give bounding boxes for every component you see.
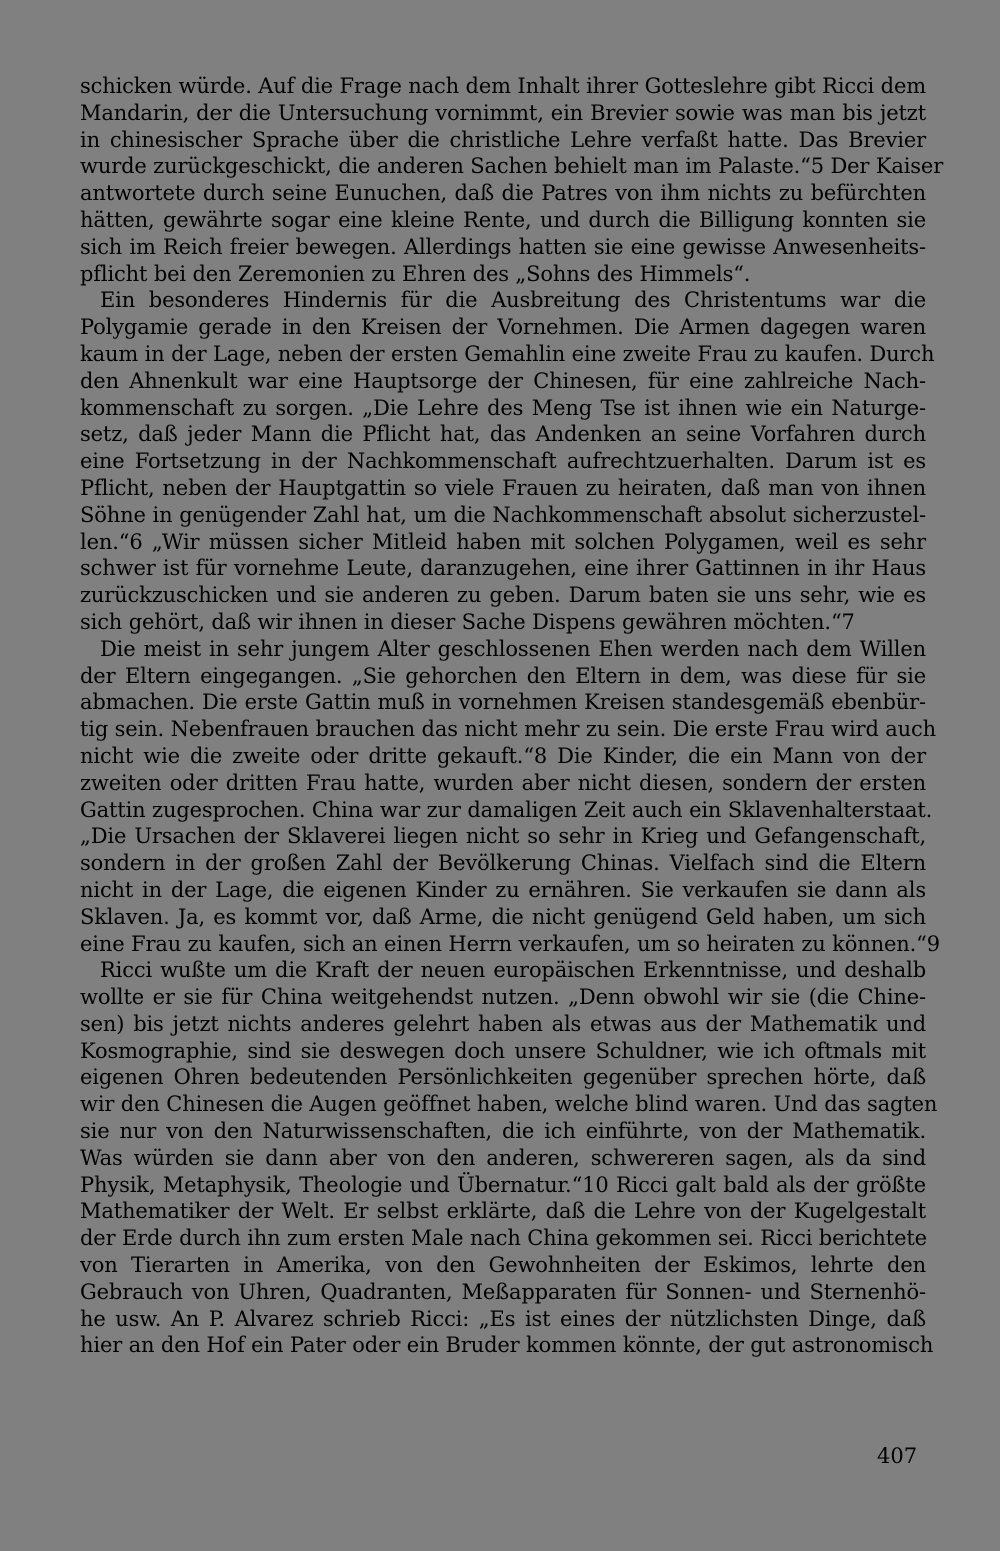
text-line: he usw. An P. Alvarez schrieb Ricci: „Es ist eines der nützlichsten Dinge, daß — [80, 1306, 926, 1331]
text-line: der Eltern eingegangen. „Sie gehorchen den Eltern in dem, was diese für sie — [80, 663, 926, 688]
text-line: nicht in der Lage, die eigenen Kinder zu ernähren. Sie verkaufen sie dann als — [80, 877, 926, 902]
text-line: abmachen. Die erste Gattin muß in vornehmen Kreisen standesgemäß ebenbür- — [80, 690, 926, 715]
text-line: antwortete durch seine Eunuchen, daß die Patres von ihm nichts zu befürchten — [80, 181, 926, 206]
text-line: Kosmographie, sind sie deswegen doch unsere Schuldner, wie ich oftmals mit — [80, 1038, 926, 1063]
text-line: pflicht bei den Zeremonien zu Ehren des „Sohns des Himmels“. — [80, 261, 751, 286]
text-line: Mathematiker der Welt. Er selbst erklärte, daß die Lehre von der Kugelgestalt — [80, 1199, 926, 1224]
text-line: der Erde durch ihn zum ersten Male nach China gekommen sei. Ricci berichtete — [80, 1226, 927, 1251]
text-line: nicht wie die zweite oder dritte gekauft.“8 Die Kinder, die ein Mann von der — [80, 743, 926, 768]
text-line: den Ahnenkult war eine Hauptsorge der Chinesen, für eine zahlreiche Nach- — [80, 368, 926, 393]
text-line: tig sein. Nebenfrauen brauchen das nicht mehr zu sein. Die erste Frau wird auch — [80, 717, 936, 742]
text-line: setz, daß jeder Mann die Pflicht hat, das Andenken an seine Vorfahren durch — [80, 422, 926, 447]
text-line: eine Frau zu kaufen, sich an einen Herrn verkaufen, um so heiraten zu können.“9 — [80, 931, 940, 956]
book-page-text — [80, 73, 944, 1359]
text-line: Mandarin, der die Untersuchung vornimmt, ein Brevier sowie was man bis jetzt — [80, 100, 926, 125]
text-line: wurde zurückgeschickt, die anderen Sachen behielt man im Palaste.“5 Der Kaiser — [80, 154, 944, 179]
text-line: Physik, Metaphysik, Theologie und Übernatur.“10 Ricci galt bald als der größte — [80, 1172, 926, 1197]
text-line: schicken würde. Auf die Frage nach dem Inhalt ihrer Gotteslehre gibt Ricci dem — [80, 74, 926, 98]
text-line: sie nur von den Naturwissenschaften, die ich einführte, von der Mathematik. — [80, 1119, 926, 1144]
page-number: 407 — [877, 1444, 918, 1468]
text-line: kaum in der Lage, neben der ersten Gemahlin eine zweite Frau zu kaufen. Durch — [80, 341, 935, 366]
text-line: wir den Chinesen die Augen geöffnet haben, welche blind waren. Und das sagten — [80, 1092, 938, 1117]
text-line: sich gehört, daß wir ihnen in dieser Sache Dispens gewähren möchten.“7 — [80, 609, 855, 634]
text-line: Sklaven. Ja, es kommt vor, daß Arme, die nicht genügend Geld haben, um sich — [80, 904, 926, 929]
text-line: wollte er sie für China weitgehendst nutzen. „Denn obwohl wir sie (die Chine- — [80, 985, 926, 1010]
text-line-paragraph-start: Ricci wußte um die Kraft der neuen europäischen Erkenntnisse, und deshalb — [100, 958, 926, 983]
text-line: eigenen Ohren bedeutenden Persönlichkeiten gegenüber sprechen hörte, daß — [80, 1065, 926, 1090]
text-line: sich im Reich freier bewegen. Allerdings hatten sie eine gewisse Anwesenheits- — [80, 234, 926, 259]
text-line: Söhne in genügender Zahl hat, um die Nachkommenschaft absolut sicherzustel- — [80, 502, 926, 527]
text-line: len.“6 „Wir müssen sicher Mitleid haben mit solchen Polygamen, weil es sehr — [80, 529, 926, 554]
text-line: eine Fortsetzung in der Nachkommenschaft aufrechtzuerhalten. Darum ist es — [80, 449, 926, 474]
text-line: schwer ist für vornehme Leute, daranzugehen, eine ihrer Gattinnen in ihr Haus — [80, 556, 926, 581]
text-line: sondern in der großen Zahl der Bevölkerung Chinas. Vielfach sind die Eltern — [80, 851, 926, 876]
text-line: sen) bis jetzt nichts anderes gelehrt haben als etwas aus der Mathematik und — [80, 1011, 926, 1036]
text-line: in chinesischer Sprache über die christliche Lehre verfaßt hatte. Das Brevier — [80, 127, 926, 152]
text-line: Polygamie gerade in den Kreisen der Vornehmen. Die Armen dagegen waren — [80, 315, 926, 340]
text-line: hätten, gewährte sogar eine kleine Rente, und durch die Billigung konnten sie — [80, 207, 926, 232]
text-line: Pflicht, neben der Hauptgattin so viele Frauen zu heiraten, daß man von ihnen — [80, 475, 926, 500]
text-line: Was würden sie dann aber von den anderen, schwereren sagen, als da sind — [80, 1145, 926, 1170]
text-line: zweiten oder dritten Frau hatte, wurden aber nicht diesen, sondern der ersten — [80, 770, 926, 795]
text-line: Gebrauch von Uhren, Quadranten, Meßapparaten für Sonnen- und Sternenhö- — [80, 1279, 926, 1304]
text-line: kommenschaft zu sorgen. „Die Lehre des Meng Tse ist ihnen wie ein Naturge- — [80, 395, 926, 420]
text-line-paragraph-start: Ein besonderes Hindernis für die Ausbreitung des Christentums war die — [100, 288, 926, 313]
text-line: hier an den Hof ein Pater oder ein Bruder kommen könnte, der gut astronomisch — [80, 1333, 934, 1358]
text-line: „Die Ursachen der Sklaverei liegen nicht so sehr in Krieg und Gefangenschaft, — [80, 824, 926, 849]
text-line: Gattin zugesprochen. China war zur damaligen Zeit auch ein Sklavenhalterstaat. — [80, 797, 933, 822]
text-line: von Tierarten in Amerika, von den Gewohnheiten der Eskimos, lehrte den — [80, 1253, 926, 1278]
text-line: zurückzuschicken und sie anderen zu geben. Darum baten sie uns sehr, wie es — [80, 583, 926, 608]
text-line-paragraph-start: Die meist in sehr jungem Alter geschlossenen Ehen werden nach dem Willen — [100, 636, 926, 661]
